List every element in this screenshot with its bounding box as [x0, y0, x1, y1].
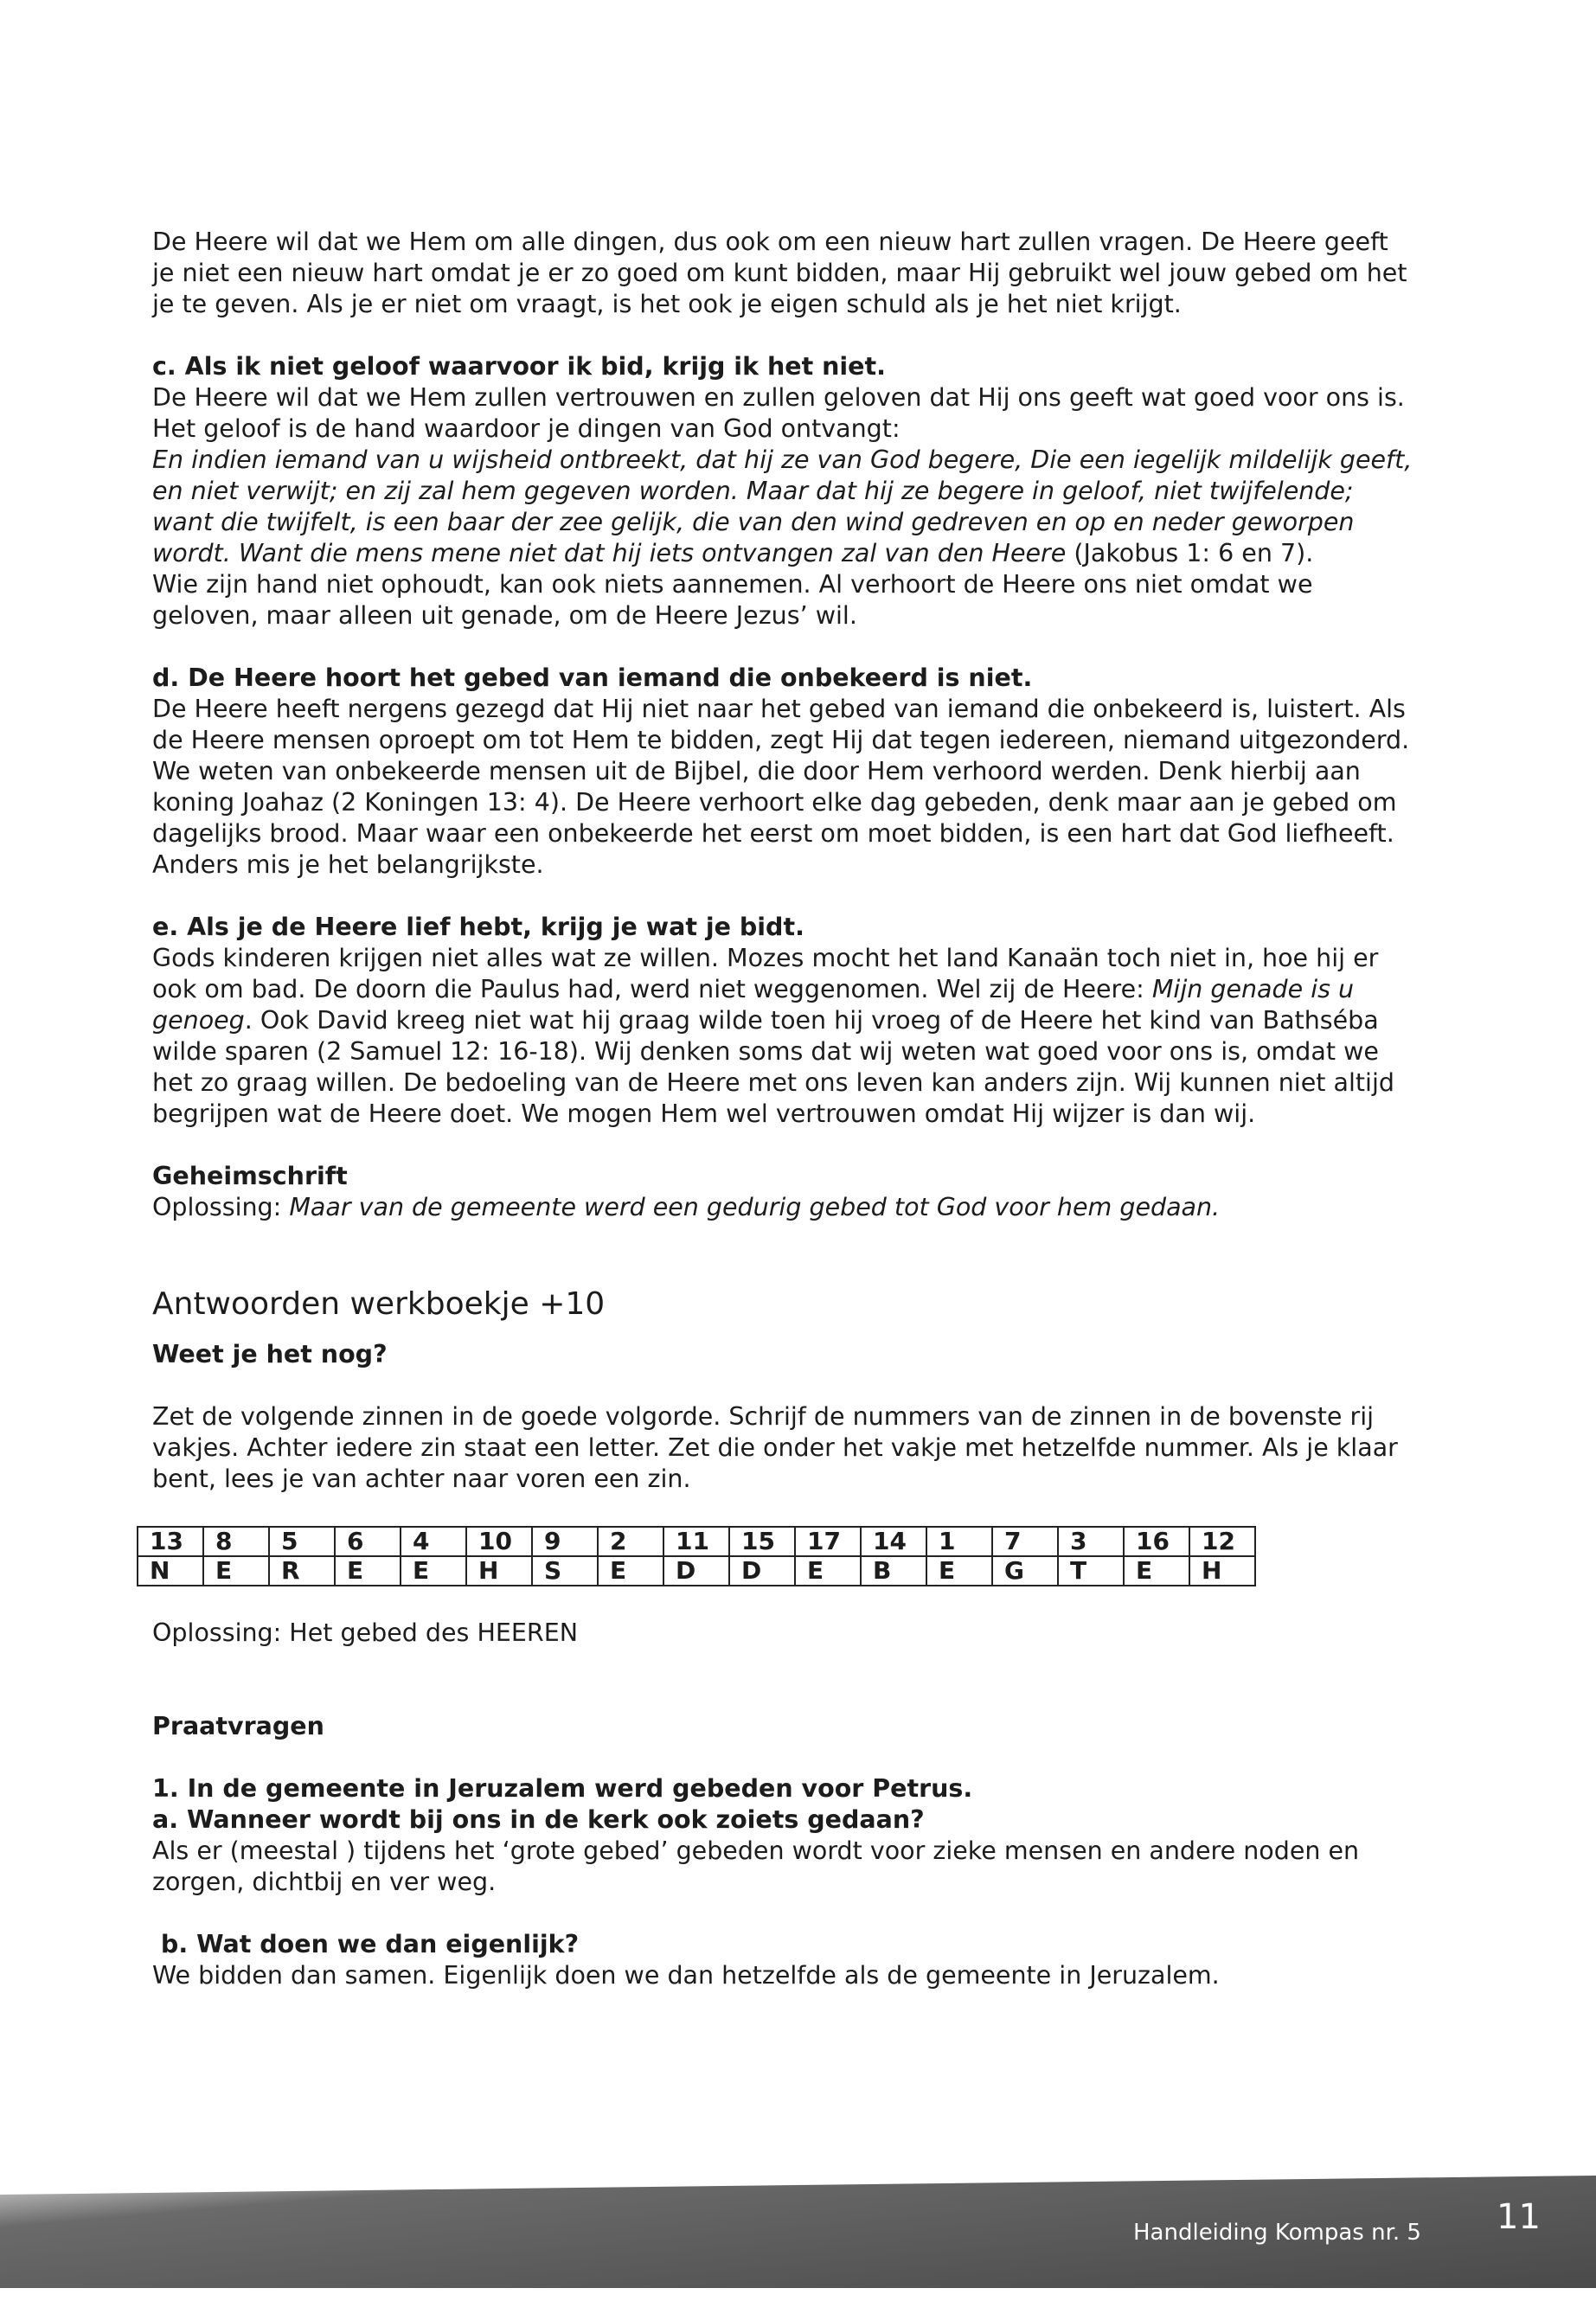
- puzzle-letter-cell: B: [861, 1556, 926, 1586]
- page-number: 11: [1497, 2197, 1541, 2237]
- antwoorden-title: Antwoorden werkboekje +10: [152, 1286, 606, 1322]
- puzzle-number-cell: 5: [269, 1527, 335, 1556]
- geheimschrift-answer: Maar van de gemeente werd een gedurig gebed tot God voor hem gedaan.: [289, 1193, 1221, 1221]
- puzzle-letter-cell: E: [598, 1556, 663, 1586]
- question-1: 1. In de gemeente in Jeruzalem werd gebeden voor Petrus.: [152, 1774, 973, 1803]
- section-e-body-after: . Ook David kreeg niet wat hij graag wilde toen hij vroeg of de Heere het kind van Bathséba wilde sparen (2 Samuel 12: 16-18). Wij denken soms dat wij weten wat goed voor ons is, omdat we het zo graag willen. De bedoeling van de Heere met ons leven kan anders zijn. Wij kunnen niet altijd begrijpen wat de Heere doet. We mogen Hem wel vertrouwen omdat Hij wijzer is dan wij.: [152, 1006, 1394, 1128]
- answer-1b: We bidden dan samen. Eigenlijk doen we dan hetzelfde als de gemeente in Jeruzalem.: [152, 1961, 1220, 1990]
- puzzle-letter-cell: E: [203, 1556, 269, 1586]
- puzzle-letter-cell: E: [335, 1556, 401, 1586]
- puzzle-solution: Oplossing: Het gebed des HEEREN: [152, 1618, 579, 1647]
- puzzle-letter-cell: T: [1058, 1556, 1124, 1586]
- puzzle-number-cell: 16: [1124, 1527, 1189, 1556]
- puzzle-number-cell: 9: [532, 1527, 598, 1556]
- weet-je-het-nog-heading: Weet je het nog?: [152, 1340, 388, 1368]
- geheimschrift-label: Oplossing:: [152, 1193, 282, 1221]
- section-c-line1: De Heere wil dat we Hem zullen vertrouwen en zullen geloven dat Hij ons geeft wat goed voor ons is.: [152, 383, 1405, 412]
- question-1a: a. Wanneer wordt bij ons in de kerk ook zoiets gedaan?: [152, 1805, 925, 1834]
- puzzle-number-cell: 1: [926, 1527, 992, 1556]
- puzzle-number-cell: 3: [1058, 1527, 1124, 1556]
- puzzle-number-cell: 7: [992, 1527, 1058, 1556]
- puzzle-letter-cell: R: [269, 1556, 335, 1586]
- puzzle-letter-cell: E: [795, 1556, 861, 1586]
- puzzle-number-cell: 13: [138, 1527, 203, 1556]
- puzzle-instruction: Zet de volgende zinnen in de goede volgorde. Schrijf de nummers van de zinnen in de bovenste rij vakjes. Achter iedere zin staat een letter. Zet die onder het vakje met hetzelfde nummer. Als je klaar bent, lees je van achter naar voren een zin.: [152, 1402, 1398, 1493]
- quote-italic-1: En indien iemand van u wijsheid ontbreekt, dat hij ze van God begere, Die een iegelijk mildelijk geeft, en niet verwijt; en zij zal hem gegeven worden. Maar dat hij ze begere in geloof, niet twijfelende; want die twijfelt, is een baar der zee gelijk, die van den wind gedreven en op en neder geworpen wordt.: [152, 445, 1413, 567]
- section-d-heading: d. De Heere hoort het gebed van iemand die onbekeerd is niet.: [152, 663, 1033, 692]
- quote-reference: (Jakobus 1: 6 en 7).: [1074, 539, 1314, 567]
- puzzle-numbers-row: [138, 1527, 1255, 1556]
- puzzle-letters-row: [138, 1556, 1255, 1586]
- puzzle-letter-cell: D: [729, 1556, 795, 1586]
- puzzle-number-cell: 14: [861, 1527, 926, 1556]
- puzzle-number-cell: 11: [663, 1527, 729, 1556]
- puzzle-number-cell: 6: [335, 1527, 401, 1556]
- puzzle-letter-cell: D: [663, 1556, 729, 1586]
- section-c-line2: Het geloof is de hand waardoor je dingen van God ontvangt:: [152, 414, 901, 443]
- section-e-body: [152, 943, 1415, 1130]
- puzzle-grid: [137, 1526, 1256, 1586]
- intro-paragraph: De Heere wil dat we Hem om alle dingen, dus ook om een nieuw hart zullen vragen. De Heere geeft je niet een nieuw hart omdat je er zo goed om kunt bidden, maar Hij gebruikt wel jouw gebed om het je te geven. Als je er niet om vraagt, is het ook je eigen schuld als je het niet krijgt.: [152, 228, 1407, 318]
- section-e-heading: e. Als je de Heere lief hebt, krijg je wat je bidt.: [152, 913, 804, 941]
- quote-italic-2: Want die mens mene niet dat hij iets ontvangen zal van den Heere: [238, 539, 1067, 567]
- puzzle-letter-cell: E: [1124, 1556, 1189, 1586]
- puzzle-number-cell: 17: [795, 1527, 861, 1556]
- section-c-quote: [152, 445, 1415, 569]
- geheimschrift-solution: [152, 1192, 1415, 1223]
- puzzle-letter-cell: E: [401, 1556, 466, 1586]
- puzzle-letter-cell: S: [532, 1556, 598, 1586]
- puzzle-letter-cell: H: [1189, 1556, 1255, 1586]
- puzzle-number-cell: 4: [401, 1527, 466, 1556]
- section-e-body-before: Gods kinderen krijgen niet alles wat ze willen. Mozes mocht het land Kanaän toch niet in, hoe hij er ook om bad. De doorn die Paulus had, werd niet weggenomen. Wel zij de Heere:: [152, 944, 1379, 1003]
- question-1b: b. Wat doen we dan eigenlijk?: [152, 1930, 580, 1958]
- puzzle-number-cell: 2: [598, 1527, 663, 1556]
- puzzle-letter-cell: E: [926, 1556, 992, 1586]
- puzzle-letter-cell: N: [138, 1556, 203, 1586]
- puzzle-number-cell: 15: [729, 1527, 795, 1556]
- footer-title: Handleiding Kompas nr. 5: [1133, 2220, 1421, 2246]
- puzzle-number-cell: 10: [466, 1527, 532, 1556]
- geheimschrift-heading: Geheimschrift: [152, 1162, 348, 1190]
- puzzle-number-cell: 8: [203, 1527, 269, 1556]
- page-content: [152, 227, 1415, 1991]
- puzzle-number-cell: 12: [1189, 1527, 1255, 1556]
- puzzle-letter-cell: G: [992, 1556, 1058, 1586]
- answer-1a: Als er (meestal ) tijdens het ‘grote gebed’ gebeden wordt voor zieke mensen en andere noden en zorgen, dichtbij en ver weg.: [152, 1836, 1360, 1896]
- praatvragen-heading: Praatvragen: [152, 1712, 324, 1740]
- section-d-body: De Heere heeft nergens gezegd dat Hij niet naar het gebed van iemand die onbekeerd is, luistert. Als de Heere mensen oproept om tot Hem te bidden, zegt Hij dat tegen iedereen, niemand uitgezonderd. We weten van onbekeerde mensen uit de Bijbel, die door Hem verhoord werden. Denk hierbij aan koning Joahaz (2 Koningen 13: 4). De Heere verhoort elke dag gebeden, denk maar aan je gebed om dagelijks brood. Maar waar een onbekeerde het eerst om moet bidden, is een hart dat God liefheeft. Anders mis je het belangrijkste.: [152, 695, 1410, 879]
- puzzle-letter-cell: H: [466, 1556, 532, 1586]
- section-c-heading: c. Als ik niet geloof waarvoor ik bid, krijg ik het niet.: [152, 352, 886, 381]
- section-e-body-italic: Mijn genade is u genoeg: [152, 975, 1355, 1035]
- section-c-line3: Wie zijn hand niet ophoudt, kan ook niets aannemen. Al verhoort de Heere ons niet omdat we geloven, maar alleen uit genade, om de Heere Jezus’ wil.: [152, 570, 1313, 630]
